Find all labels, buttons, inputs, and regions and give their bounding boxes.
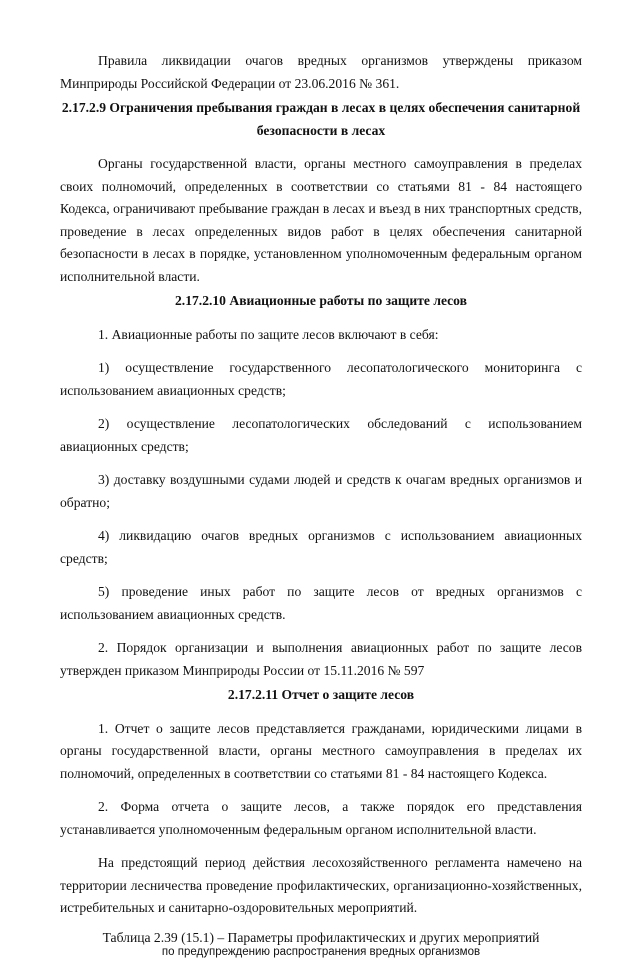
report-item-1: 1. Отчет о защите лесов представляется гражданами, юридическими лицами в органы государственной власти, органы местного самоуправления в пределах их полномочий, определенных в соответствии со статьями 81 - 84 настоящего Кодекса. <box>60 720 582 781</box>
restrictions-paragraph: Органы государственной власти, органы местного самоуправления в пределах своих полномочий, определенных в соответствии со статьями 81 - 84 настоящего Кодекса, ограничивают пребывание граждан в лесах и въезд в них транспортных средств, проведение в лесах определенных видов работ в целях обеспечения санитарной безопасности в лесах в порядке, установленном уполномоченным федеральным органом исполнительной власти. <box>60 156 582 284</box>
document-page <box>60 50 582 959</box>
aviation-subitem-1: 1) осуществление государственного лесопатологического мониторинга с использованием авиационных средств; <box>60 360 582 398</box>
section-heading-2-17-2-11: 2.17.2.11 Отчет о защите лесов <box>227 687 415 702</box>
table-caption: Таблица 2.39 (15.1) – Параметры профилактических и других мероприятий <box>102 929 540 945</box>
intro-paragraph: Правила ликвидации очагов вредных организмов утверждены приказом Минприроды Российской Федерации от 23.06.2016 № 361. <box>60 53 582 91</box>
aviation-subitem-4: 4) ликвидацию очагов вредных организмов с использованием авиационных средств; <box>60 528 582 566</box>
aviation-item-2: 2. Порядок организации и выполнения авиационных работ по защите лесов утвержден приказом Минприроды России от 15.11.2016 № 597 <box>60 640 582 678</box>
table-caption-subtitle: по предупреждению распространения вредных организмов <box>161 945 481 958</box>
section-heading-2-17-2-9: 2.17.2.9 Ограничения пребывания граждан в лесах в целях обеспечения санитарной безопасности в лесах <box>61 100 581 138</box>
plan-paragraph: На предстоящий период действия лесохозяйственного регламента намечено на территории лесничества проведение профилактических, организационно-хозяйственных, истребительных и санитарно-оздоровительных мероприятий. <box>60 855 582 915</box>
aviation-subitem-2: 2) осуществление лесопатологических обследований с использованием авиационных средств; <box>60 416 582 454</box>
aviation-subitem-5: 5) проведение иных работ по защите лесов от вредных организмов с использованием авиационных средств. <box>60 584 582 622</box>
report-item-2: 2. Форма отчета о защите лесов, а также порядок его представления устанавливается уполномоченным федеральным органом исполнительной власти. <box>60 799 582 837</box>
section-heading-2-17-2-10: 2.17.2.10 Авиационные работы по защите лесов <box>175 293 467 308</box>
aviation-item-1: 1. Авиационные работы по защите лесов включают в себя: <box>98 326 439 342</box>
aviation-subitem-3: 3) доставку воздушными судами людей и средств к очагам вредных организмов и обратно; <box>60 472 582 510</box>
